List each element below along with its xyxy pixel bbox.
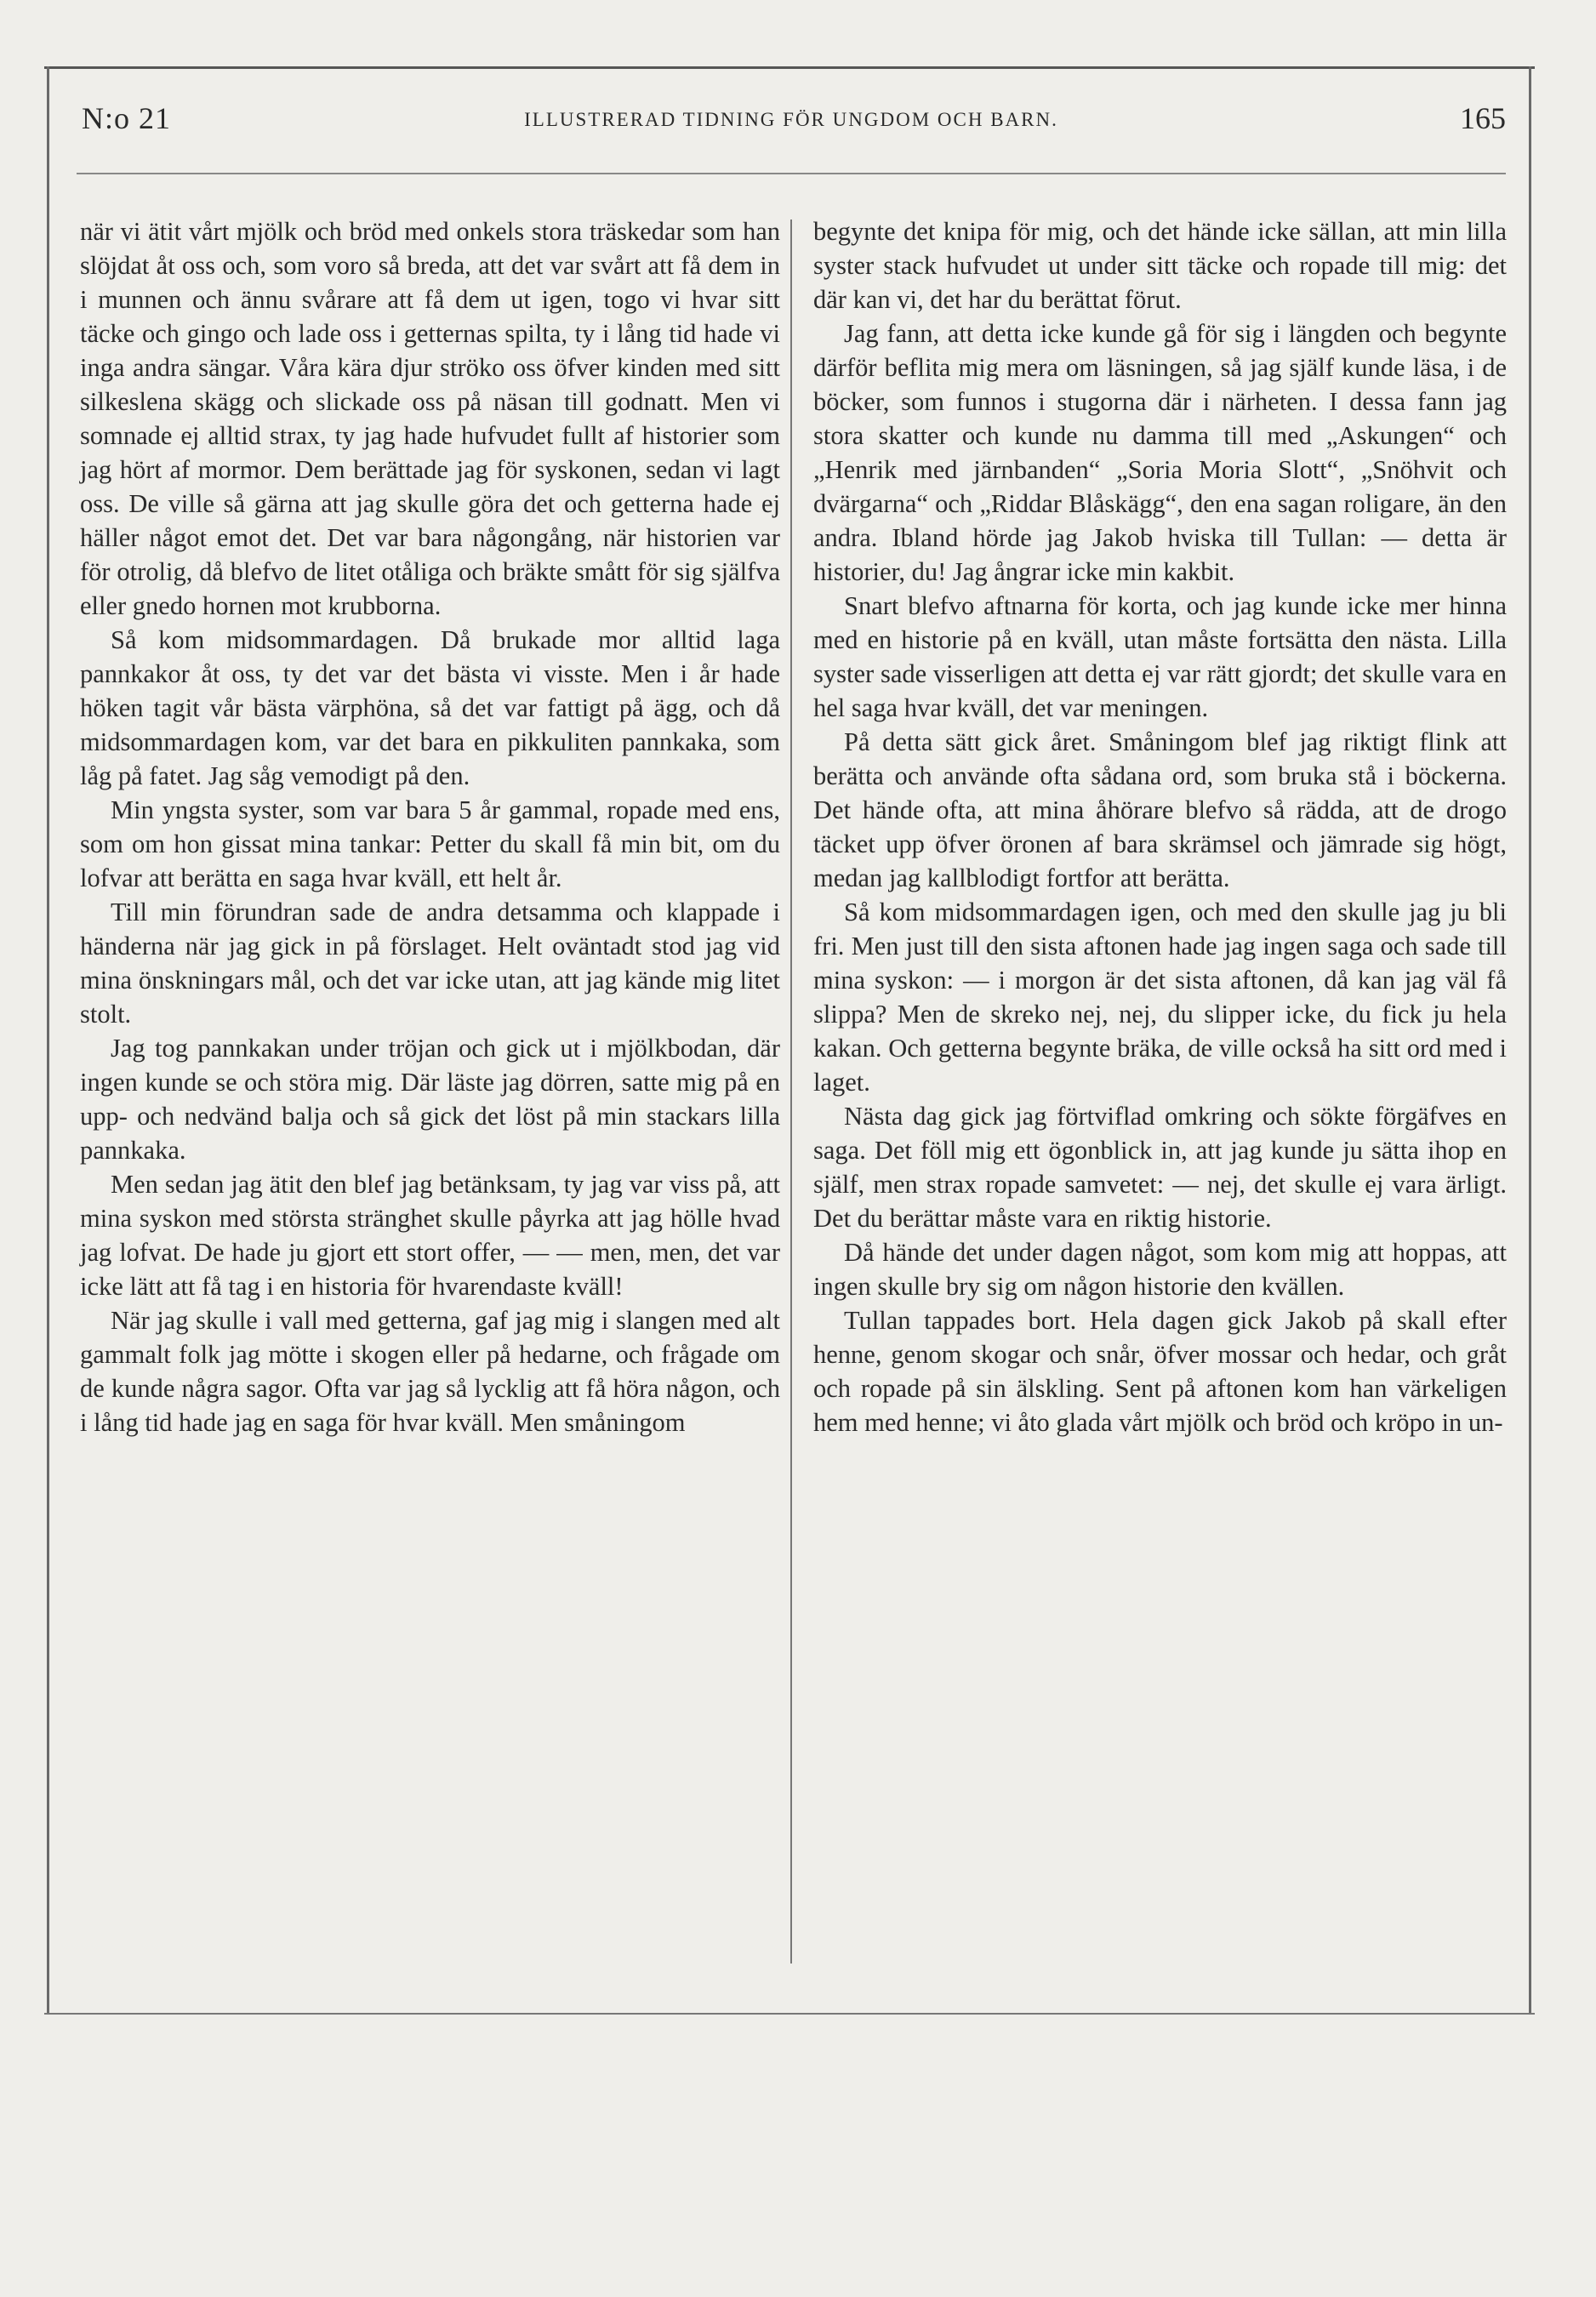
paragraph: Tullan tappades bort. Hela dagen gick Jakob på skall efter henne, genom skogar och snår, öfver mossar och hedar, och gråt och ropade på sin älskling. Sent på aftonen kom han värkeligen hem med henne; vi åto glada vårt mjölk och bröd och kröpo in un- bbox=[813, 1306, 1507, 1437]
page-frame-left-rule bbox=[47, 66, 49, 2015]
paragraph: När jag skulle i vall med getterna, gaf jag mig i slangen med alt gammalt folk jag mötte i skogen eller på hedarne, och frågade om de kunde några sagor. Ofta var jag så lycklig att få höra någon, och i lång tid hade jag en saga för hvar kväll. Men småningom bbox=[80, 1306, 780, 1437]
paragraph: Så kom midsommardagen. Då brukade mor alltid laga pannkakor åt oss, ty det var det bästa vi visste. Men i år hade höken tagit vår bästa värphöna, så det var fattigt på ägg, och då midsommardagen kom, var det bara en pikkuliten pannkaka, som låg på fatet. Jag såg vemodigt på den. bbox=[80, 625, 780, 790]
paragraph: Jag fann, att detta icke kunde gå för sig i längden och begynte därför beflita mig mera om läsningen, så jag själf kunde läsa, i de böcker, som funnos i stugorna där i närheten. I dessa fann jag stora skatter och kunde nu damma till med „Askungen“ och „Henrik med järnbanden“ „Soria Moria Slott“, „Snöhvit och dvärgarna“ och „Riddar Blåskägg“, den ena sagan roligare, än den andra. Ibland hörde jag Jakob hviska till Tullan: — detta är historier, du! Jag ångrar icke min kakbit. bbox=[813, 319, 1507, 586]
paragraph: Så kom midsommardagen igen, och med den skulle jag ju bli fri. Men just till den sista aftonen hade jag ingen saga och sade till mina syskon: — i morgon är det sista aftonen, då kan jag väl få slippa? Men de skreko nej, nej, du slipper icke, du fick ju hela kakan. Och getterna begynte bräka, de ville också ha sitt ord med i laget. bbox=[813, 898, 1507, 1097]
paragraph: Snart blefvo aftnarna för korta, och jag kunde icke mer hinna med en historie på en kväll, utan måste fortsätta den nästa. Lilla syster sade visserligen att detta ej var rätt gjordt; det skulle vara en hel saga hvar kväll, det var meningen. bbox=[813, 591, 1507, 722]
running-header bbox=[77, 100, 1506, 151]
paragraph: när vi ätit vårt mjölk och bröd med onkels stora träskedar som han slöjdat åt oss och, som voro så breda, att det var svårt att få dem in i munnen och ännu svårare att få dem ut igen, togo vi hvar sitt täcke och gingo och lade oss i getternas spilta, ty i lång tid hade vi inga andra sängar. Våra kära djur ströko oss öfver kinden med sitt silkeslena skägg och slickade oss på näsan till godnatt. Men vi somnade ej alltid strax, ty jag hade hufvudet fullt af historier som jag hört af mormor. Dem berättade jag för syskonen, sedan vi lagt oss. De ville så gärna att jag skulle göra det och getterna hade ej häller något emot det. Det var bara någongång, när historien var för otrolig, då blefvo de litet otåliga och bräkte smått för sig själfva eller gnedo hornen mot krubborna. bbox=[80, 217, 780, 620]
paragraph: Till min förundran sade de andra detsamma och klappade i händerna när jag gick in på förslaget. Helt oväntadt stod jag vid mina önskningars mål, och det var icke utan, att jag kände mig litet stolt. bbox=[80, 898, 780, 1029]
paragraph: Min yngsta syster, som var bara 5 år gammal, ropade med ens, som om hon gissat mina tankar: Petter du skall få min bit, om du lofvar att berätta en saga hvar kväll, ett helt år. bbox=[80, 795, 780, 892]
paragraph: Men sedan jag ätit den blef jag betänksam, ty jag var viss på, att mina syskon med största stränghet skulle påyrka att jag hölle hvad jag lofvat. De hade ju gjort ett stort offer, — — men, men, det var icke lätt att få tag i en historia för hvarendaste kväll! bbox=[80, 1170, 780, 1301]
header-rule bbox=[77, 173, 1506, 174]
page-number: 165 bbox=[1460, 101, 1506, 135]
publication-title: ILLUSTRERAD TIDNING FÖR UNGDOM OCH BARN. bbox=[524, 109, 1058, 130]
column-divider bbox=[790, 219, 792, 1964]
paragraph: På detta sätt gick året. Småningom blef jag riktigt flink att berätta och använde ofta sådana ord, som bruka stå i böckerna. Det hände ofta, att mina åhörare blefvo så rädda, att de drogo täcket upp öfver öronen af bara skrämsel och jämrade sig högt, medan jag kallblodigt fortfor att berätta. bbox=[813, 727, 1507, 892]
issue-number: N:o 21 bbox=[82, 101, 171, 135]
left-column bbox=[80, 214, 780, 1439]
paragraph: begynte det knipa för mig, och det hände icke sällan, att min lilla syster stack hufvudet ut under sitt täcke och ropade till mig: det där kan vi, det har du berättat förut. bbox=[813, 217, 1507, 314]
page-frame-right-rule bbox=[1529, 66, 1531, 2015]
paragraph: Nästa dag gick jag förtviflad omkring och sökte förgäfves en saga. Det föll mig ett ögonblick in, att jag kunde ju sätta ihop en själf, men strax ropade samvetet: — nej, det skulle ej vara ärligt. Det du berättar måste vara en riktig historie. bbox=[813, 1102, 1507, 1233]
right-column bbox=[813, 214, 1507, 1439]
page-frame-bottom-rule bbox=[44, 2013, 1535, 2015]
paragraph: Då hände det under dagen något, som kom mig att hoppas, att ingen skulle bry sig om någon historie den kvällen. bbox=[813, 1238, 1507, 1301]
page-frame-top-rule bbox=[44, 66, 1535, 69]
paragraph: Jag tog pannkakan under tröjan och gick ut i mjölkbodan, där ingen kunde se och störa mig. Där läste jag dörren, satte mig på en upp- och nedvänd balja och så gick det löst på min stackars lilla pannkaka. bbox=[80, 1034, 780, 1165]
